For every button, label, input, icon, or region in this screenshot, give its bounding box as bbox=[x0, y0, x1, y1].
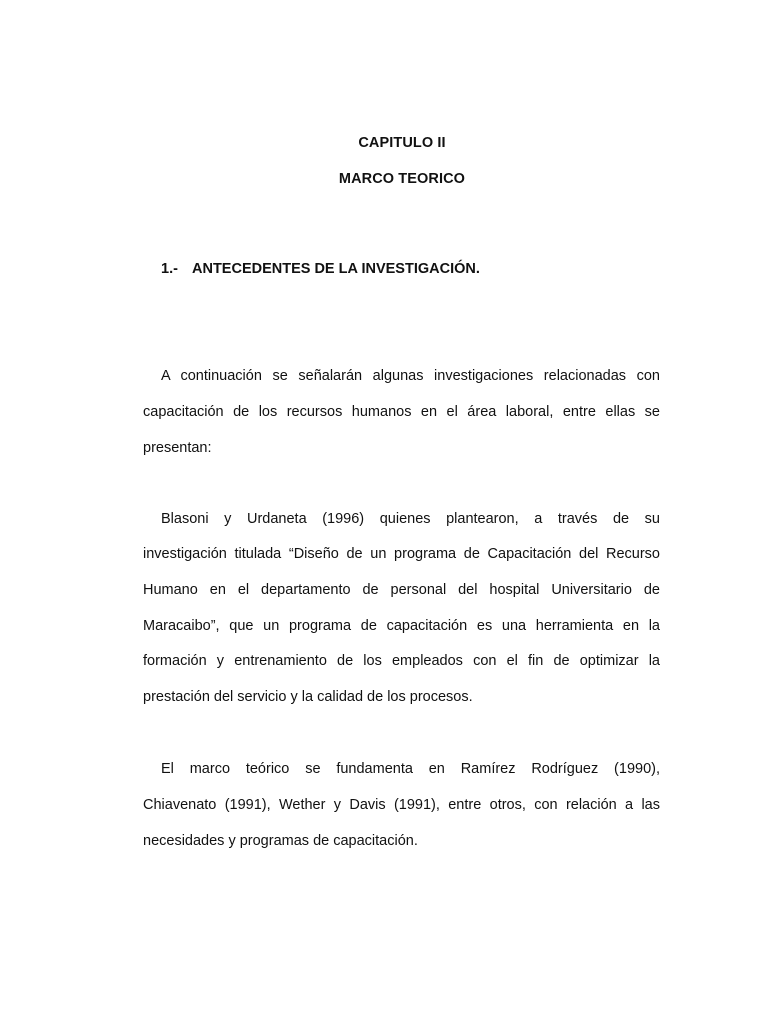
paragraph-line: Humano en el departamento de personal del hospital Universitario de bbox=[143, 582, 660, 598]
paragraph-line: El marco teórico se fundamenta en Ramírez Rodríguez (1990), bbox=[161, 761, 660, 777]
paragraph-line: investigación titulada “Diseño de un programa de Capacitación del Recurso bbox=[143, 546, 660, 562]
paragraph-line: Blasoni y Urdaneta (1996) quienes plantearon, a través de su bbox=[161, 511, 660, 527]
chapter-title: MARCO TEORICO bbox=[338, 171, 466, 187]
paragraph-line: Maracaibo”, que un programa de capacitación es una herramienta en la bbox=[143, 618, 660, 634]
chapter-number: CAPITULO II bbox=[358, 135, 446, 151]
paragraph-line: presentan: bbox=[143, 440, 212, 456]
paragraph-line: A continuación se señalarán algunas investigaciones relacionadas con bbox=[161, 368, 660, 384]
section-heading bbox=[161, 261, 480, 277]
paragraph-line: Chiavenato (1991), Wether y Davis (1991), entre otros, con relación a las bbox=[143, 797, 660, 813]
paragraph-line: prestación del servicio y la calidad de los procesos. bbox=[143, 689, 473, 705]
paragraph-line: capacitación de los recursos humanos en el área laboral, entre ellas se bbox=[143, 404, 660, 420]
paragraph-line: necesidades y programas de capacitación. bbox=[143, 833, 418, 849]
paragraph-line: formación y entrenamiento de los empleados con el fin de optimizar la bbox=[143, 653, 660, 669]
section-number: 1.- bbox=[161, 261, 178, 277]
section-title: ANTECEDENTES DE LA INVESTIGACIÓN. bbox=[192, 261, 480, 277]
